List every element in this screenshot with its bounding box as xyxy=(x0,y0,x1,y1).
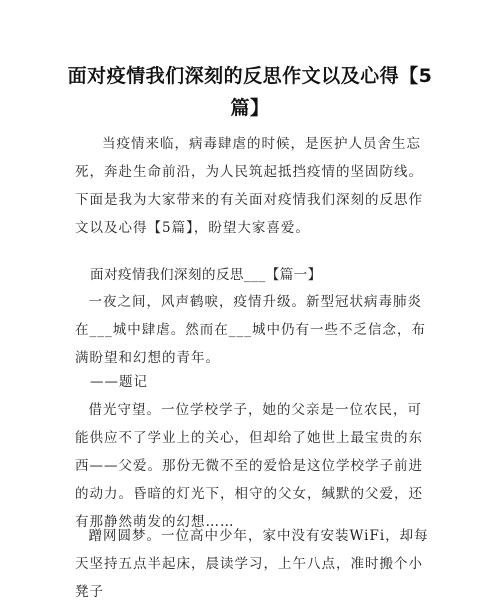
body-paragraph-1: 一夜之间，风声鹤唳，疫情升级。新型冠状病毒肺炎在___城中肆虐。然而在___城中仍有一些不乏信念，布满盼望和幻想的青年。 xyxy=(75,294,426,366)
document-title: 面对疫情我们深刻的反思作文以及心得【5篇】 xyxy=(67,65,433,119)
body-paragraph-3: 蹭网圆梦。一位高中少年，家中没有安装WiFi，却每天坚持五点半起床，晨读学习，上午八点，准时搬个小凳子 xyxy=(75,528,429,600)
epigraph-signature: ——题记 xyxy=(90,374,148,390)
intro-paragraph: 当疫情来临，病毒肆虐的时候，是医护人员舍生忘死，奔赴生命前沿，为人民筑起抵挡疫情的坚固防线。下面是我为大家带来的有关面对疫情我们深刻的反思作文以及心得【5篇】，盼望大家喜爱。 xyxy=(75,136,423,236)
body-paragraph-2: 借光守望。一位学校学子，她的父亲是一位农民，可能供应不了学业上的关心，但却给了她世上最宝贵的东西——父爱。那份无微不至的爱恰是这位学校学子前进的动力。昏暗的灯光下，相守的父女，缄默的父爱，还有那静然萌发的幻想…… xyxy=(75,402,423,530)
section-heading: 面对疫情我们深刻的反思___【篇一】 xyxy=(90,267,322,283)
